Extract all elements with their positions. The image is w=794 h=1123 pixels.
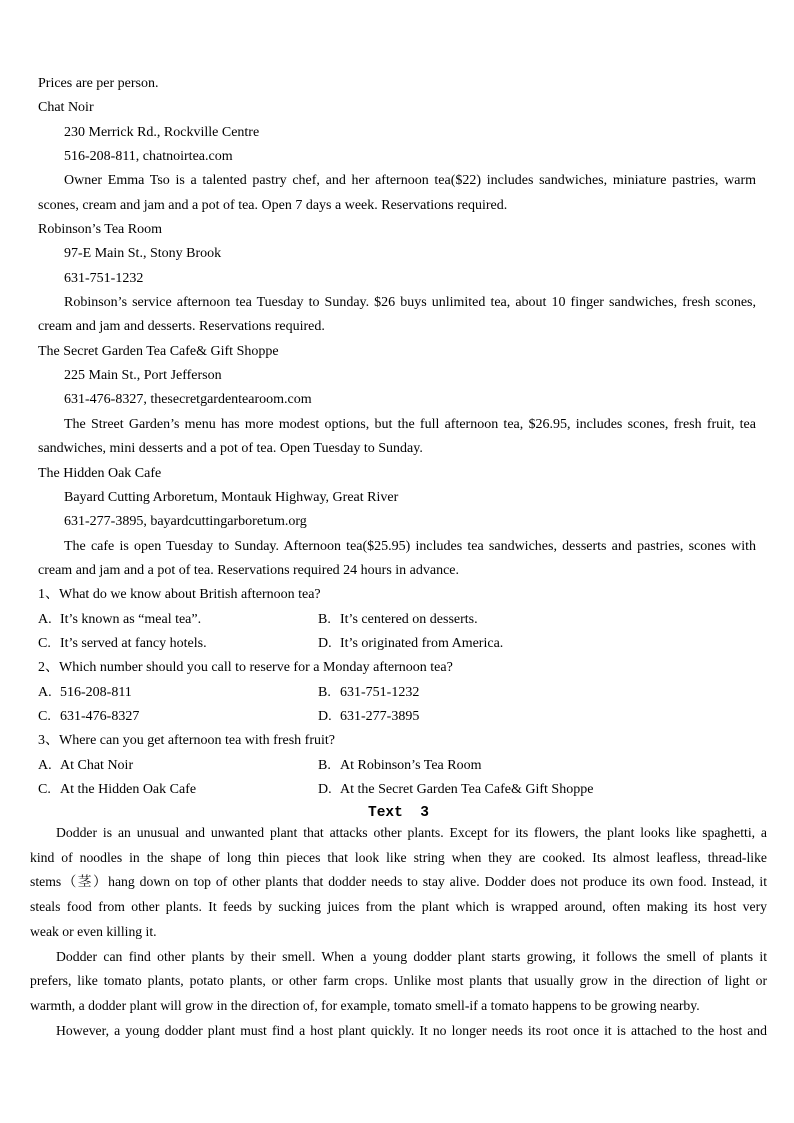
venue-contact: 516-208-811, chatnoirtea.com <box>64 149 233 165</box>
text3-paragraph-line: Dodder can find other plants by their smell. When a young dodder plant starts growing, it follows the smell of plants it <box>56 948 767 964</box>
question-text: Where can you get afternoon tea with fresh fruit? <box>59 733 335 749</box>
option-label: D. <box>318 635 332 651</box>
question-number: 2、 <box>38 660 59 676</box>
text3-paragraph-line: weak or even killing it. <box>30 923 157 939</box>
option-c <box>38 705 318 729</box>
option-label: D. <box>318 781 332 797</box>
option-label: C. <box>38 781 51 797</box>
options-row <box>38 778 756 802</box>
venue-address: 230 Merrick Rd., Rockville Centre <box>64 124 260 140</box>
text3-paragraph-line: However, a young dodder plant must find a host plant quickly. It no longer needs its root once it is attached to the host and <box>56 1022 767 1038</box>
question-1 <box>38 583 756 607</box>
passage-intro: Prices are per person. <box>38 76 159 91</box>
question-3 <box>38 729 756 753</box>
option-text: At Chat Noir <box>60 757 134 773</box>
option-a <box>38 754 318 778</box>
venue-contact: 631-277-3895, bayardcuttingarboretum.org <box>64 514 307 530</box>
option-a <box>38 681 318 705</box>
venue-description-line: sandwiches, mini desserts and a pot of tea. Open Tuesday to Sunday. <box>38 441 423 457</box>
option-b <box>318 608 478 632</box>
option-text: It’s centered on desserts. <box>340 611 478 627</box>
option-c <box>38 632 318 656</box>
option-text: At the Hidden Oak Cafe <box>60 781 197 797</box>
question-number: 3、 <box>38 733 59 749</box>
text3-passage <box>30 805 767 1043</box>
option-text: 516-208-811 <box>60 684 132 700</box>
venue-address: 97-E Main St., Stony Brook <box>64 246 222 262</box>
option-a <box>38 608 318 632</box>
option-text: 631-751-1232 <box>340 684 420 700</box>
text3-paragraph-line: stems（茎）hang down on top of other plants that dodder needs to stay alive. Dodder does not produce its own food. Instead, it <box>30 874 767 890</box>
text3-paragraph-line: prefers, like tomato plants, potato plants, or other farm crops. Unlike most plants that usually grow in the direction of light or <box>30 973 767 989</box>
option-label: C. <box>38 708 51 724</box>
option-d <box>318 778 593 802</box>
venue-description-line: Owner Emma Tso is a talented pastry chef, and her afternoon tea($22) includes sandwiches, miniature pastries, warm <box>64 173 756 189</box>
venue-name: Robinson’s Tea Room <box>38 222 162 238</box>
venue-description-line: cream and jam and desserts. Reservations required. <box>38 319 325 335</box>
text3-paragraph-line: kind of noodles in the shape of long thin pieces that look like string when they are cooked. Its almost leafless, thread-like <box>30 849 767 865</box>
venue-address: Bayard Cutting Arboretum, Montauk Highway, Great River <box>64 489 399 505</box>
option-text: At Robinson’s Tea Room <box>340 757 482 773</box>
venue-address: 225 Main St., Port Jefferson <box>64 368 222 384</box>
option-label: B. <box>318 757 331 773</box>
text3-paragraph-line: Dodder is an unusual and unwanted plant that attacks other plants. Except for its flowers, the plant looks like spaghetti, a <box>56 825 767 840</box>
option-text: 631-476-8327 <box>60 708 140 724</box>
venue-name: The Secret Garden Tea Cafe& Gift Shoppe <box>38 343 279 359</box>
option-b <box>318 681 419 705</box>
venue-contact: 631-476-8327, thesecretgardentearoom.com <box>64 392 312 408</box>
option-label: A. <box>38 684 52 700</box>
venue-description-line: Robinson’s service afternoon tea Tuesday to Sunday. $26 buys unlimited tea, about 10 finger sandwiches, fresh scones, <box>64 295 756 311</box>
option-b <box>318 754 482 778</box>
venue-contact: 631-751-1232 <box>64 270 144 286</box>
option-label: B. <box>318 684 331 700</box>
option-text: It’s known as “meal tea”. <box>60 611 202 627</box>
option-text: At the Secret Garden Tea Cafe& Gift Shoppe <box>340 781 594 797</box>
venue-description-line: The Street Garden’s menu has more modest options, but the full afternoon tea, $26.95, includes scones, fresh fruit, tea <box>64 416 756 432</box>
option-c <box>38 778 318 802</box>
venue-name: The Hidden Oak Cafe <box>38 465 162 481</box>
option-label: C. <box>38 635 51 651</box>
question-text: What do we know about British afternoon tea? <box>59 587 321 603</box>
option-label: B. <box>318 611 331 627</box>
options-row <box>38 754 756 778</box>
option-text: It’s originated from America. <box>340 635 504 651</box>
option-text: It’s served at fancy hotels. <box>60 635 207 651</box>
venue-description-line: scones, cream and jam and a pot of tea. Open 7 days a week. Reservations required. <box>38 197 508 213</box>
option-label: A. <box>38 611 52 627</box>
text3-paragraph-line: warmth, a dodder plant will grow in the direction of, for example, tomato smell-if a tomato happens to be growing nearby. <box>30 997 700 1013</box>
venue-description-line: cream and jam and a pot of tea. Reservations required 24 hours in advance. <box>38 562 460 578</box>
text3-paragraph-line: steals food from other plants. It feeds by sucking juices from the plant which is wrapped around, often making its host very <box>30 899 767 915</box>
tea-passage-and-questions <box>38 72 756 802</box>
options-row <box>38 632 756 656</box>
question-2 <box>38 656 756 680</box>
option-label: A. <box>38 757 52 773</box>
venue-name: Chat Noir <box>38 100 94 116</box>
option-d <box>318 705 419 729</box>
text3-heading: Text 3 <box>368 805 429 821</box>
option-text: 631-277-3895 <box>340 708 420 724</box>
question-number: 1、 <box>38 587 59 603</box>
options-row <box>38 705 756 729</box>
option-d <box>318 632 503 656</box>
options-row <box>38 608 756 632</box>
question-text: Which number should you call to reserve for a Monday afternoon tea? <box>59 660 453 676</box>
options-row <box>38 681 756 705</box>
option-label: D. <box>318 708 332 724</box>
venue-description-line: The cafe is open Tuesday to Sunday. Afternoon tea($25.95) includes tea sandwiches, desserts and pastries, scones with <box>64 538 756 554</box>
